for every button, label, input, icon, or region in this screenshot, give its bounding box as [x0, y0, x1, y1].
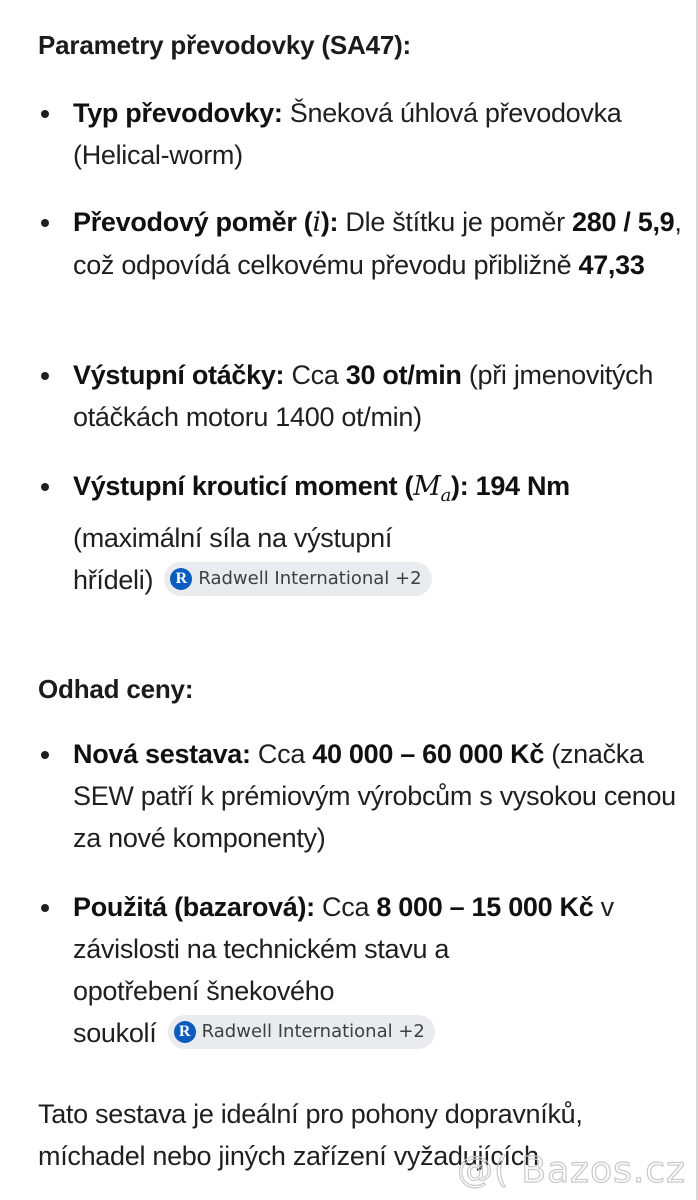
new-price-value: 40 000 – 60 000 Kč: [312, 739, 545, 769]
source-chip-label: Radwell International +2: [198, 567, 422, 589]
bullet-icon: [41, 483, 49, 491]
math-i: i: [312, 207, 321, 238]
radwell-logo-icon: R: [174, 1021, 196, 1043]
item-text: Cca: [314, 892, 377, 922]
section-heading-price-estimate: Odhad ceny:: [38, 674, 194, 704]
list-item-gear-ratio: [38, 201, 693, 286]
bullet-icon: [41, 751, 49, 759]
item-label: Typ převodovky:: [73, 98, 283, 128]
total-ratio-value: 47,33: [578, 250, 645, 280]
bullet-icon: [41, 219, 49, 227]
item-label: Výstupní otáčky:: [73, 360, 285, 390]
item-text: , což odpovídá celkovému převodu přibližně: [73, 207, 682, 280]
summary-paragraph: Tato sestava je ideální pro pohony dopravníků, míchadel nebo jiných zařízení vyžadujících: [38, 1099, 583, 1171]
item-text: v závislosti na technickém stavu a opotřebení šnekového soukolí: [73, 892, 614, 1048]
item-label: Převodový poměr (i):: [73, 207, 339, 238]
source-chip-radwell[interactable]: [164, 562, 431, 596]
item-text: (maximální síla na výstupní hřídeli): [73, 523, 393, 595]
list-item-new-price: [38, 733, 693, 859]
list-item-output-torque: [38, 465, 673, 601]
math-ma: $M_a$: [413, 471, 452, 506]
bullet-icon: [41, 372, 49, 380]
list-item-gearbox-type: [38, 92, 693, 176]
item-text: (při jmenovitých otáčkách motoru 1400 ot/min): [73, 360, 654, 432]
item-text: Cca: [250, 739, 313, 769]
item-text: Šneková úhlová převodovka (Helical-worm): [73, 98, 622, 170]
speed-value: 30 ot/min: [345, 360, 462, 390]
ratio-value: 280 / 5,9: [572, 207, 675, 237]
section-heading-parameters: Parametry převodovky (SA47):: [38, 30, 411, 60]
item-text: Cca: [284, 360, 346, 390]
torque-value: 194 Nm: [468, 471, 570, 501]
list-item-output-speed: [38, 354, 693, 438]
radwell-logo-icon: R: [170, 568, 192, 590]
item-label: Výstupní krouticí moment $(M_a)$:: [73, 471, 469, 506]
source-chip-radwell[interactable]: [168, 1015, 435, 1049]
bazos-watermark: @( Bazos.cz: [456, 1150, 686, 1191]
list-item-used-price: [38, 886, 673, 1054]
bullet-icon: [41, 904, 49, 912]
item-label: Použitá (bazarová):: [73, 892, 315, 922]
bullet-icon: [41, 110, 49, 118]
item-text: Dle štítku je poměr: [338, 207, 573, 237]
used-price-value: 8 000 – 15 000 Kč: [376, 892, 594, 922]
item-label: Nová sestava:: [73, 739, 251, 769]
item-text: (značka SEW patří k prémiovým výrobcům s vysokou cenou za nové komponenty): [73, 739, 676, 853]
source-chip-label: Radwell International +2: [201, 1020, 425, 1042]
